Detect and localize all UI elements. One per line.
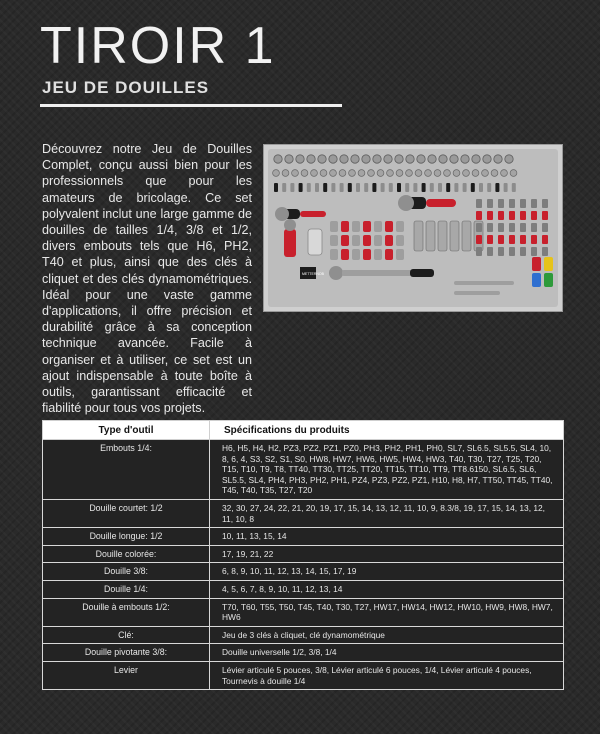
- tool-spec: 32, 30, 27, 24, 22, 21, 20, 19, 17, 15, 14, 13, 12, 11, 10, 9, 8.3/8, 19, 17, 15, 14, 13, 12, 11, 10, 8: [210, 499, 564, 527]
- tool-type: Douille pivotante 3/8:: [43, 644, 210, 662]
- tool-type: Douille colorée:: [43, 545, 210, 563]
- tool-spec: 10, 11, 13, 15, 14: [210, 528, 564, 546]
- tool-type: Douille 1/4:: [43, 580, 210, 598]
- table-row: [43, 528, 564, 546]
- product-photo: [263, 144, 563, 312]
- tool-type: Douille 3/8:: [43, 563, 210, 581]
- tool-spec: T70, T60, T55, T50, T45, T40, T30, T27, HW17, HW14, HW12, HW10, HW9, HW8, HW7, HW6: [210, 598, 564, 626]
- tool-spec: Lévier articulé 5 pouces, 3/8, Lévier articulé 6 pouces, 1/4, Lévier articulé 4 pouces, Tournevis à douille 1/4: [210, 661, 564, 689]
- brand-label: METTERNOB: [302, 272, 324, 276]
- tool-type: Levier: [43, 661, 210, 689]
- tool-type: Douille à embouts 1/2:: [43, 598, 210, 626]
- table-row: [43, 661, 564, 689]
- tool-spec: 6, 8, 9, 10, 11, 12, 13, 14, 15, 17, 19: [210, 563, 564, 581]
- title-divider: [40, 104, 342, 107]
- table-row: [43, 499, 564, 527]
- tool-spec: Douille universelle 1/2, 3/8, 1/4: [210, 644, 564, 662]
- tool-type: Embouts 1/4:: [43, 440, 210, 500]
- tool-spec: H6, H5, H4, H2, PZ3, PZ2, PZ1, PZ0, PH3, PH2, PH1, PH0, SL7, SL6.5, SL5.5, SL4, 10, 8, 6, 4, S3, S2, S1, S0, HW8, HW7, HW6, HW5, HW4, HW3, T40, T30, T27, T25, T20, T15, T10, T9, T8, TT40, TT30, TT25, TT20, TT15, TT10, TT9, TT8.6150, SL6.5, SL6, SL5.5, SL4, PH4, PH3, PH2, PH1, PZ4, PZ3, PZ2, PZ1, H10, H8, H7, TT50, TT45, TT40, T45, T40, T35, T27, T20: [210, 440, 564, 500]
- tool-spec: Jeu de 3 clés à cliquet, clé dynamométrique: [210, 626, 564, 644]
- page-title: TIROIR 1: [40, 17, 276, 75]
- col-header-type: Type d'outil: [43, 421, 210, 440]
- table-row: [43, 545, 564, 563]
- tool-spec: 4, 5, 6, 7, 8, 9, 10, 11, 12, 13, 14: [210, 580, 564, 598]
- table-row: [43, 440, 564, 500]
- tool-type: Douille courtet: 1/2: [43, 499, 210, 527]
- intro-paragraph: Découvrez notre Jeu de Douilles Complet, conçu aussi bien pour les professionnels que pour les amateurs de bricolage. Ce set polyvalent inclut une large gamme de douilles de tailles 1/4, 3/8 et 1/2, divers embouts tels que H6, PH2, T40 et plus, ainsi que des clés à cliquet et des clés dynamométriques. Idéal pour une vaste gamme d'applications, il offre précision et durabilité grâce à sa conception technique avancée. Facile à organiser et à utiliser, ce set est un ajout indispensable à toute boîte à outils, garantissant efficacité et fiabilité pour tous vos projets.: [42, 142, 252, 416]
- tool-spec: 17, 19, 21, 22: [210, 545, 564, 563]
- table-row: [43, 626, 564, 644]
- table-row: [43, 563, 564, 581]
- table-row: [43, 580, 564, 598]
- tool-type: Clé:: [43, 626, 210, 644]
- page-subtitle: JEU DE DOUILLES: [42, 78, 210, 97]
- specs-table: [42, 420, 564, 690]
- table-row: [43, 644, 564, 662]
- tool-type: Douille longue: 1/2: [43, 528, 210, 546]
- table-row: [43, 598, 564, 626]
- col-header-spec: Spécifications du produits: [210, 421, 564, 440]
